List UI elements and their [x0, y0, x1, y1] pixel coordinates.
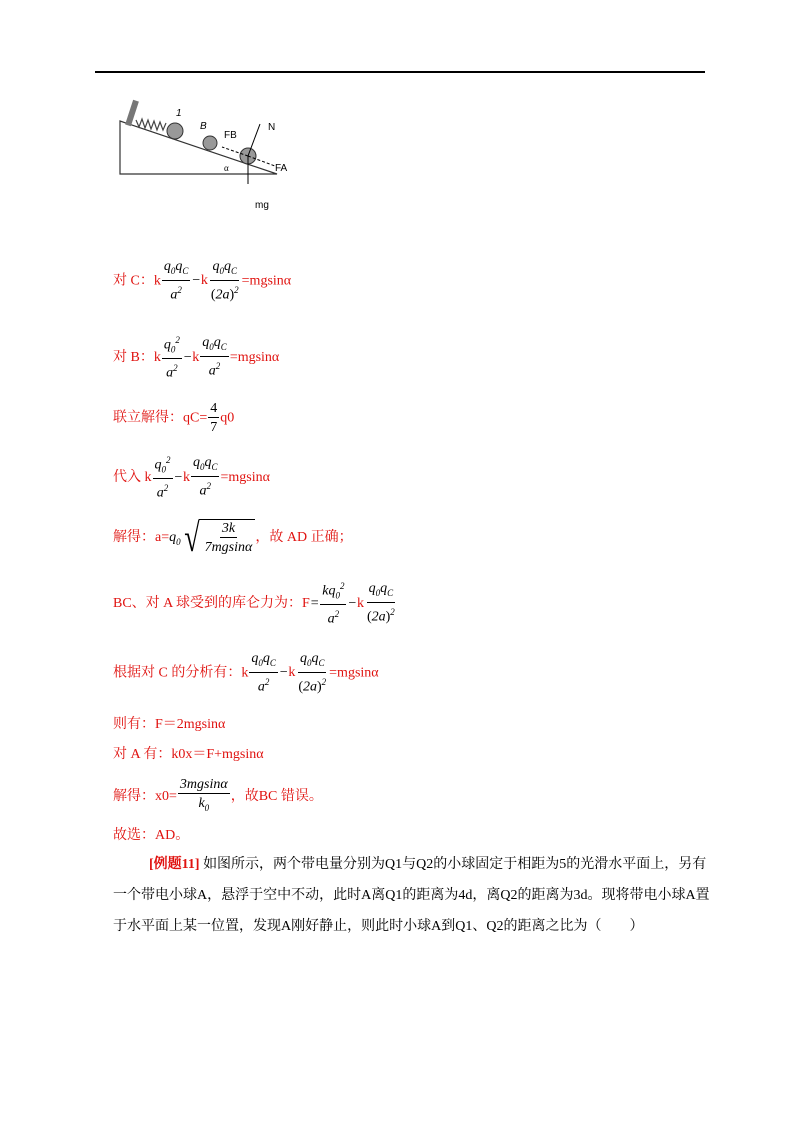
label-ball-1: 1	[176, 108, 182, 119]
label-weight: mg	[255, 200, 269, 211]
ball-B	[203, 136, 217, 150]
equation-b: 对 B：k $\frac{q_0^2}{a^2}$ − k $\frac{q_0q_C}{a^2}$ =mgsinα	[113, 332, 279, 383]
problem-text: 如图所示，两个带电量分别为Q1与Q2的小球固定于相距为5的光滑水平面上，另有一个带电小球A，悬浮于空中不动，此时A离Q1的距离为4d，离Q2的距离为3d。现将带电小球A置于水平面上某一位置，发现A刚好静止，则此时小球A到Q1、Q2的距离之比为（ ）	[113, 857, 710, 934]
equation-x0: 解得：x0= $\frac{3mgsin\alpha}{k_0}$ ，故BC 错误。	[113, 777, 323, 813]
label-ball-B: B	[200, 121, 207, 132]
equation-f: 则有：F＝2mgsinα	[113, 717, 226, 732]
ball-1	[167, 123, 183, 139]
label-angle: α	[224, 163, 229, 173]
equation-for-a: 对 A 有：k0x＝F+mgsinα	[113, 747, 264, 762]
incline-force-diagram	[112, 96, 302, 212]
equation-analysis-c: 根据对 C 的分析有：k $\frac{q_0q_C}{a^2}$ − k $\frac{q_0q_C}{(2a)^2}$ =mgsinα	[113, 651, 379, 695]
label-force-FA: FA	[275, 163, 288, 174]
answer: 故选：AD。	[113, 828, 190, 843]
eq-c-prefix: 对 C：k	[113, 273, 161, 289]
problem-tag: [例题11]	[149, 857, 200, 872]
header-rule	[95, 71, 705, 73]
label-force-N: N	[268, 122, 276, 133]
equation-solve-qc: 联立解得：qC= $\frac{4}{7}$ q0	[113, 401, 235, 435]
incline-wedge	[120, 121, 277, 174]
equation-substitute: 代入 k $\frac{q_0^2}{a^2}$ − k $\frac{q_0q_C}{a^2}$ =mgsinα	[113, 452, 270, 503]
label-force-FB: FB	[224, 130, 237, 141]
equation-a: 解得：a= $q_0$ √ $\frac{3k}{7mgsin\alpha}$ ，故 AD 正确；	[113, 515, 353, 560]
problem-11	[113, 849, 713, 942]
equation-c: 对 C：k $\frac{q_0q_C}{a^2}$ − k $\frac{q_0q_C}{(2a)^2}$ =mgsinα	[113, 259, 292, 303]
equation-coulomb-force: BC、对 A 球受到的库仑力为：F = $\frac{kq_0^2}{a^2}$ − k $\frac{q_0q_C}{(2a)^2}$	[113, 578, 398, 629]
